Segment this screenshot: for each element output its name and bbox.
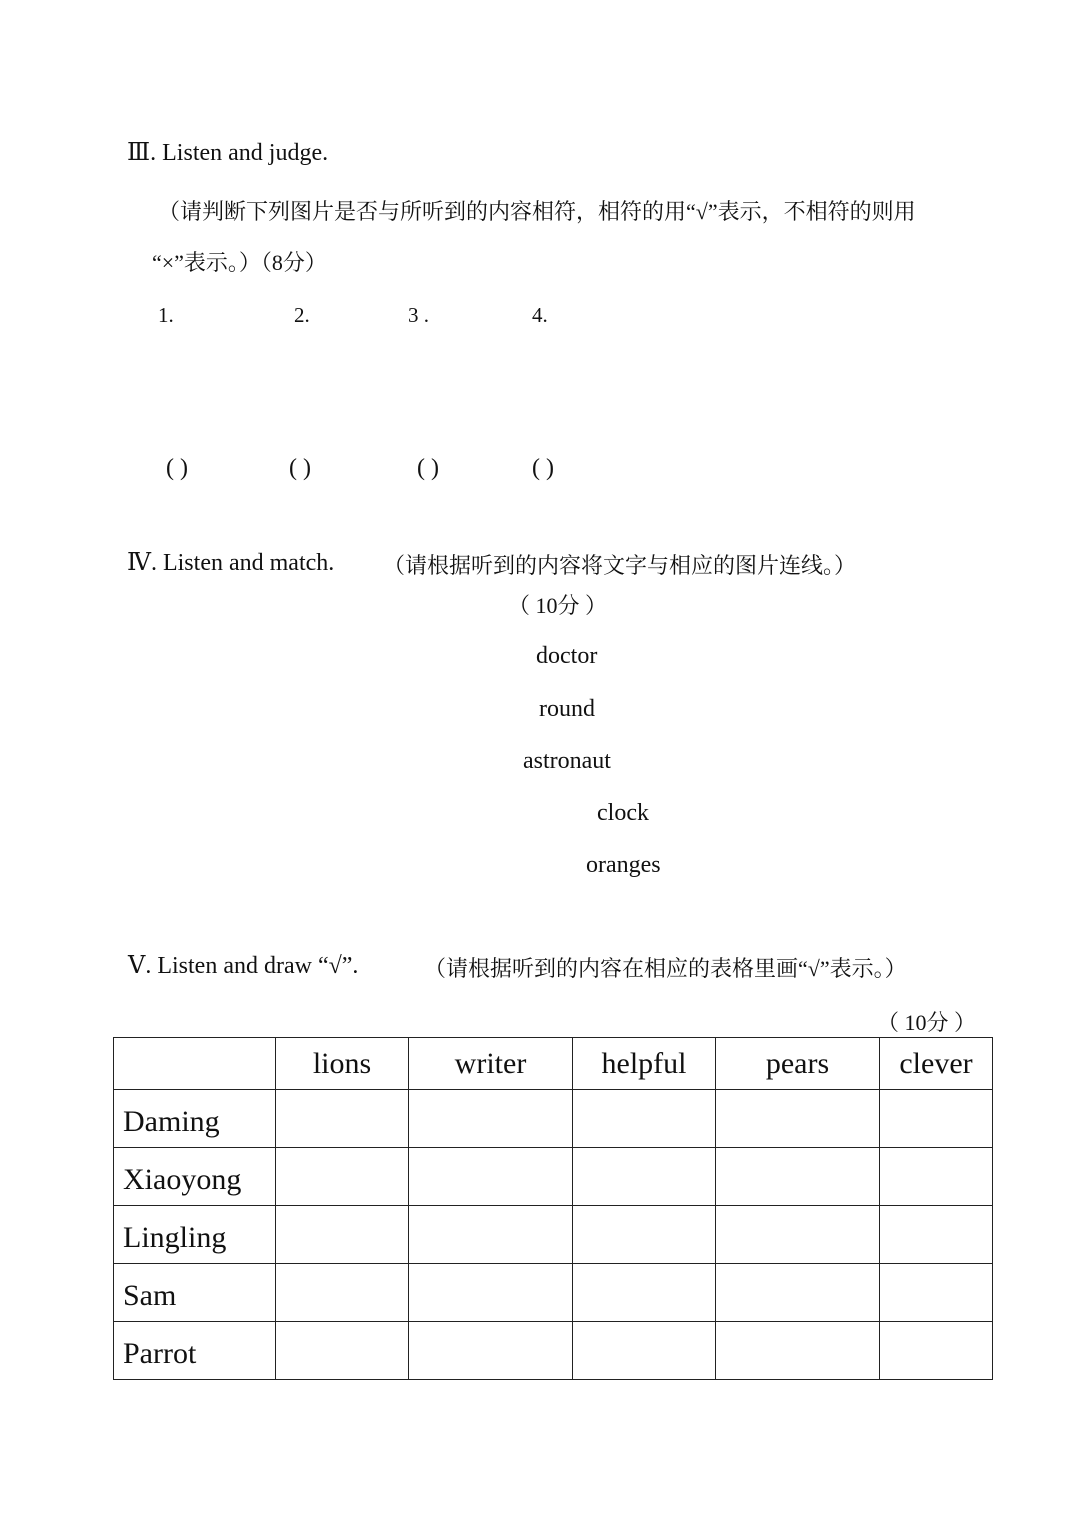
row-name: Xiaoyong <box>114 1148 276 1206</box>
answer-bracket-3[interactable]: ( ) <box>417 455 439 481</box>
answer-cell[interactable] <box>716 1090 880 1148</box>
answer-cell[interactable] <box>276 1148 409 1206</box>
answer-cell[interactable] <box>276 1322 409 1380</box>
section4-title: Ⅳ. Listen and match. <box>127 550 335 576</box>
match-word-astronaut[interactable]: astronaut <box>523 748 611 774</box>
answer-bracket-4[interactable]: ( ) <box>532 455 554 481</box>
table-header-row <box>114 1038 993 1090</box>
table-header-cell: writer <box>409 1038 573 1090</box>
answer-cell[interactable] <box>880 1148 993 1206</box>
section4-instruction: （请根据听到的内容将文字与相应的图片连线。） <box>383 553 857 578</box>
match-word-clock[interactable]: clock <box>597 800 649 826</box>
answer-cell[interactable] <box>573 1148 716 1206</box>
section3-instruction-line2: “×”表示。）（8分） <box>152 250 327 275</box>
answer-cell[interactable] <box>276 1090 409 1148</box>
row-name: Lingling <box>114 1206 276 1264</box>
answer-cell[interactable] <box>409 1148 573 1206</box>
table-header-cell <box>114 1038 276 1090</box>
picture-number-4: 4. <box>532 303 548 327</box>
picture-number-2: 2. <box>294 303 310 327</box>
answer-cell[interactable] <box>716 1206 880 1264</box>
row-name: Parrot <box>114 1322 276 1380</box>
answer-cell[interactable] <box>880 1322 993 1380</box>
section5-title: Ⅴ. Listen and draw “√”. <box>128 953 359 979</box>
table-row <box>114 1090 993 1148</box>
answer-cell[interactable] <box>716 1264 880 1322</box>
answer-cell[interactable] <box>880 1090 993 1148</box>
answer-cell[interactable] <box>573 1090 716 1148</box>
picture-number-3: 3 . <box>408 303 429 327</box>
answer-bracket-1[interactable]: ( ) <box>166 455 188 481</box>
section5-instruction: （请根据听到的内容在相应的表格里画“√”表示。） <box>424 956 907 981</box>
section3-title: Ⅲ. Listen and judge. <box>127 140 329 166</box>
table-header-cell: lions <box>276 1038 409 1090</box>
answer-cell[interactable] <box>573 1264 716 1322</box>
match-word-round[interactable]: round <box>539 696 595 722</box>
answer-cell[interactable] <box>716 1322 880 1380</box>
answer-cell[interactable] <box>880 1206 993 1264</box>
answer-cell[interactable] <box>573 1322 716 1380</box>
row-name: Sam <box>114 1264 276 1322</box>
answer-cell[interactable] <box>409 1264 573 1322</box>
table-header-cell: clever <box>880 1038 993 1090</box>
answer-cell[interactable] <box>409 1322 573 1380</box>
section3-instruction-line1: （请判断下列图片是否与所听到的内容相符，相符的用“√”表示，不相符的则用 <box>158 199 916 224</box>
picture-number-1: 1. <box>158 303 174 327</box>
table-row <box>114 1206 993 1264</box>
table-header-cell: helpful <box>573 1038 716 1090</box>
row-name: Daming <box>114 1090 276 1148</box>
table-row <box>114 1148 993 1206</box>
answer-cell[interactable] <box>880 1264 993 1322</box>
table-row <box>114 1322 993 1380</box>
answer-cell[interactable] <box>276 1206 409 1264</box>
answer-table <box>113 1037 993 1380</box>
section5-score: （ 10分 ） <box>877 1010 977 1035</box>
answer-bracket-2[interactable]: ( ) <box>289 455 311 481</box>
answer-cell[interactable] <box>573 1206 716 1264</box>
match-word-doctor[interactable]: doctor <box>536 643 598 669</box>
answer-cell[interactable] <box>716 1148 880 1206</box>
match-word-oranges[interactable]: oranges <box>586 852 661 878</box>
table-header-cell: pears <box>716 1038 880 1090</box>
answer-cell[interactable] <box>276 1264 409 1322</box>
table-row <box>114 1264 993 1322</box>
section4-score: （ 10分 ） <box>508 593 608 618</box>
answer-cell[interactable] <box>409 1090 573 1148</box>
answer-cell[interactable] <box>409 1206 573 1264</box>
